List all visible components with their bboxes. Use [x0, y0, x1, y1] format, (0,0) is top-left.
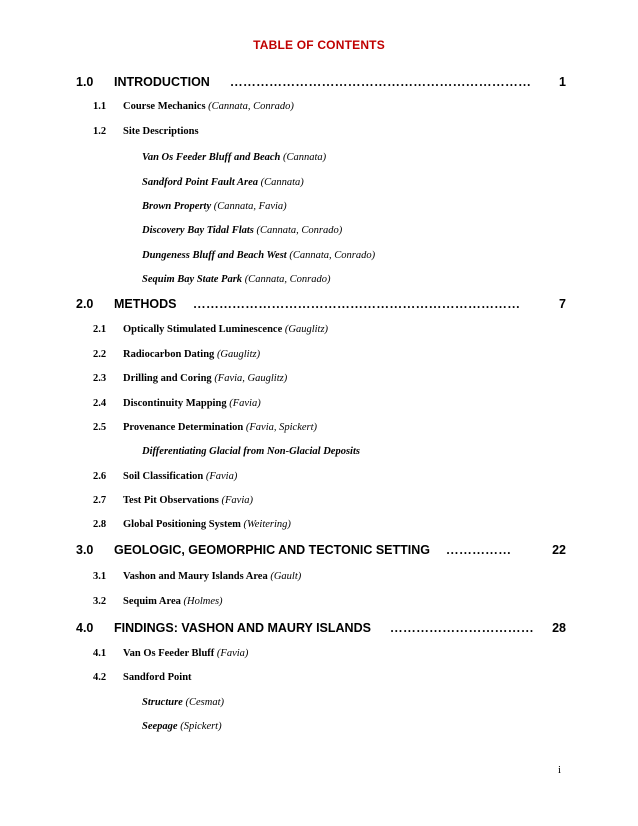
subsection-number: 3.2 — [93, 596, 107, 607]
subsection-authors: (Favia) — [221, 495, 253, 506]
subsection-authors: (Gauglitz) — [284, 324, 329, 335]
subsection-authors: (Weitering) — [243, 519, 291, 530]
toc-entry-4-1[interactable] — [0, 648, 638, 668]
toc-entry-2-7[interactable] — [0, 495, 638, 515]
subsection-label — [123, 571, 301, 582]
subsection-label — [123, 349, 260, 360]
section-number: 4.0 — [76, 621, 94, 635]
subsection-label — [123, 471, 237, 482]
site-label — [142, 274, 330, 285]
subsection-label — [123, 519, 291, 530]
subsection-title: Sandford Point — [123, 672, 192, 683]
subsection-label — [123, 596, 223, 607]
subsection-number: 2.4 — [93, 398, 107, 409]
site-title: Sandford Point Fault Area — [142, 177, 259, 188]
subsection-authors: (Favia) — [229, 398, 261, 409]
subsection-title: Site Descriptions — [123, 126, 199, 137]
toc-entry-4-2[interactable] — [0, 672, 638, 692]
subsection-label — [123, 373, 287, 384]
section-number: 3.0 — [76, 543, 94, 557]
site-label — [142, 250, 375, 261]
subsection-title: Course Mechanics — [123, 101, 206, 112]
toc-entry-4-0[interactable] — [0, 621, 638, 641]
subsection-label — [123, 422, 317, 433]
toc-entry-2-4[interactable] — [0, 398, 638, 418]
subsection-number: 2.2 — [93, 349, 107, 360]
toc-entry-1-1[interactable] — [0, 101, 638, 121]
subsection-label — [123, 672, 192, 683]
section-page: 22 — [552, 543, 566, 557]
subsection-title: Discontinuity Mapping — [123, 398, 227, 409]
site-label — [142, 177, 304, 188]
toc-site-entry[interactable] — [0, 152, 638, 172]
section-title: GEOLOGIC, GEOMORPHIC AND TECTONIC SETTING — [114, 543, 430, 557]
subsection-number: 4.2 — [93, 672, 107, 683]
toc-title: TABLE OF CONTENTS — [253, 38, 385, 52]
subsection-title: Vashon and Maury Islands Area — [123, 571, 268, 582]
subsection-authors: (Favia, Spickert) — [245, 422, 318, 433]
toc-site-entry[interactable] — [0, 225, 638, 245]
subsection-number: 1.1 — [93, 101, 107, 112]
subsection-title: Global Positioning System — [123, 519, 241, 530]
subsection-number: 4.1 — [93, 648, 107, 659]
toc-entry-3-0[interactable] — [0, 543, 638, 563]
subsub-authors: (Cesmat) — [185, 697, 224, 708]
section-title: METHODS — [114, 297, 177, 311]
section-title: INTRODUCTION — [114, 75, 210, 89]
toc-entry-3-2[interactable] — [0, 596, 638, 616]
subsection-number: 2.1 — [93, 324, 107, 335]
subsection-authors: (Holmes) — [183, 596, 223, 607]
page-number: i — [558, 764, 562, 776]
dot-leader: …………………………… — [390, 621, 535, 635]
subsub-label — [142, 721, 222, 732]
subsection-title: Soil Classification — [123, 471, 204, 482]
dot-leader: …………………………………………………………… — [230, 75, 532, 89]
subsection-label — [123, 648, 248, 659]
subsection-label — [123, 495, 253, 506]
toc-subsub-entry[interactable] — [0, 697, 638, 717]
dot-leader: ………………………………………………………………… — [193, 297, 521, 311]
subsection-number: 2.7 — [93, 495, 107, 506]
subsub-title: Structure — [142, 697, 183, 708]
toc-subsub-entry[interactable] — [0, 721, 638, 741]
subsection-label — [123, 101, 294, 112]
subsection-title: Drilling and Coring — [123, 373, 212, 384]
subsub-label — [142, 697, 224, 708]
site-label — [142, 225, 342, 236]
subsection-number: 1.2 — [93, 126, 107, 137]
subsection-title: Test Pit Observations — [123, 495, 219, 506]
toc-site-entry[interactable] — [0, 201, 638, 221]
section-title: FINDINGS: VASHON AND MAURY ISLANDS — [114, 621, 371, 635]
site-label — [142, 201, 287, 212]
subsub-authors: (Spickert) — [180, 721, 222, 732]
subsection-authors: (Favia) — [216, 648, 249, 659]
toc-subsub-entry[interactable] — [0, 446, 638, 466]
subsection-authors: (Gauglitz) — [216, 349, 261, 360]
site-authors: (Cannata, Conrado) — [256, 225, 343, 236]
site-authors: (Cannata, Favia) — [213, 201, 287, 212]
subsection-title: Radiocarbon Dating — [123, 349, 215, 360]
toc-entry-1-0[interactable] — [0, 75, 638, 95]
toc-site-entry[interactable] — [0, 274, 638, 294]
toc-entry-2-1[interactable] — [0, 324, 638, 344]
toc-site-entry[interactable] — [0, 177, 638, 197]
toc-entry-3-1[interactable] — [0, 571, 638, 591]
site-title: Van Os Feeder Bluff and Beach — [142, 152, 281, 163]
subsection-authors: (Favia) — [205, 471, 238, 482]
subsection-authors: (Gault) — [270, 571, 302, 582]
section-page: 28 — [552, 621, 566, 635]
toc-entry-1-2[interactable] — [0, 126, 638, 146]
site-authors: (Cannata) — [283, 152, 327, 163]
site-authors: (Cannata, Conrado) — [289, 250, 376, 261]
site-authors: (Cannata) — [260, 177, 304, 188]
toc-site-entry[interactable] — [0, 250, 638, 270]
toc-entry-2-8[interactable] — [0, 519, 638, 539]
subsection-title: Provenance Determination — [123, 422, 244, 433]
subsection-authors: (Favia, Gauglitz) — [214, 373, 288, 384]
toc-entry-2-5[interactable] — [0, 422, 638, 442]
section-number: 2.0 — [76, 297, 94, 311]
subsection-number: 2.8 — [93, 519, 107, 530]
subsub-label — [142, 446, 360, 457]
subsection-title: Optically Stimulated Luminescence — [123, 324, 283, 335]
dot-leader: …………… — [446, 543, 512, 557]
subsection-number: 2.5 — [93, 422, 107, 433]
subsection-number: 2.6 — [93, 471, 107, 482]
site-label — [142, 152, 326, 163]
section-page: 1 — [559, 75, 566, 89]
section-number: 1.0 — [76, 75, 94, 89]
toc-entry-2-2[interactable] — [0, 349, 638, 369]
subsection-authors: (Cannata, Conrado) — [208, 101, 294, 112]
subsection-label — [123, 126, 199, 137]
subsection-label — [123, 398, 261, 409]
toc-entry-2-3[interactable] — [0, 373, 638, 393]
site-title: Sequim Bay State Park — [142, 274, 243, 285]
subsub-title: Seepage — [142, 721, 178, 732]
site-authors: (Cannata, Conrado) — [244, 274, 331, 285]
section-page: 7 — [559, 297, 566, 311]
site-title: Brown Property — [142, 201, 212, 212]
subsection-label — [123, 324, 328, 335]
subsection-number: 3.1 — [93, 571, 107, 582]
site-title: Dungeness Bluff and Beach West — [142, 250, 287, 261]
subsection-title: Sequim Area — [123, 596, 181, 607]
subsection-title: Van Os Feeder Bluff — [123, 648, 215, 659]
toc-entry-2-0[interactable] — [0, 297, 638, 317]
toc-entry-2-6[interactable] — [0, 471, 638, 491]
subsub-title: Differentiating Glacial from Non-Glacial Deposits — [142, 446, 360, 457]
site-title: Discovery Bay Tidal Flats — [142, 225, 254, 236]
subsection-number: 2.3 — [93, 373, 107, 384]
